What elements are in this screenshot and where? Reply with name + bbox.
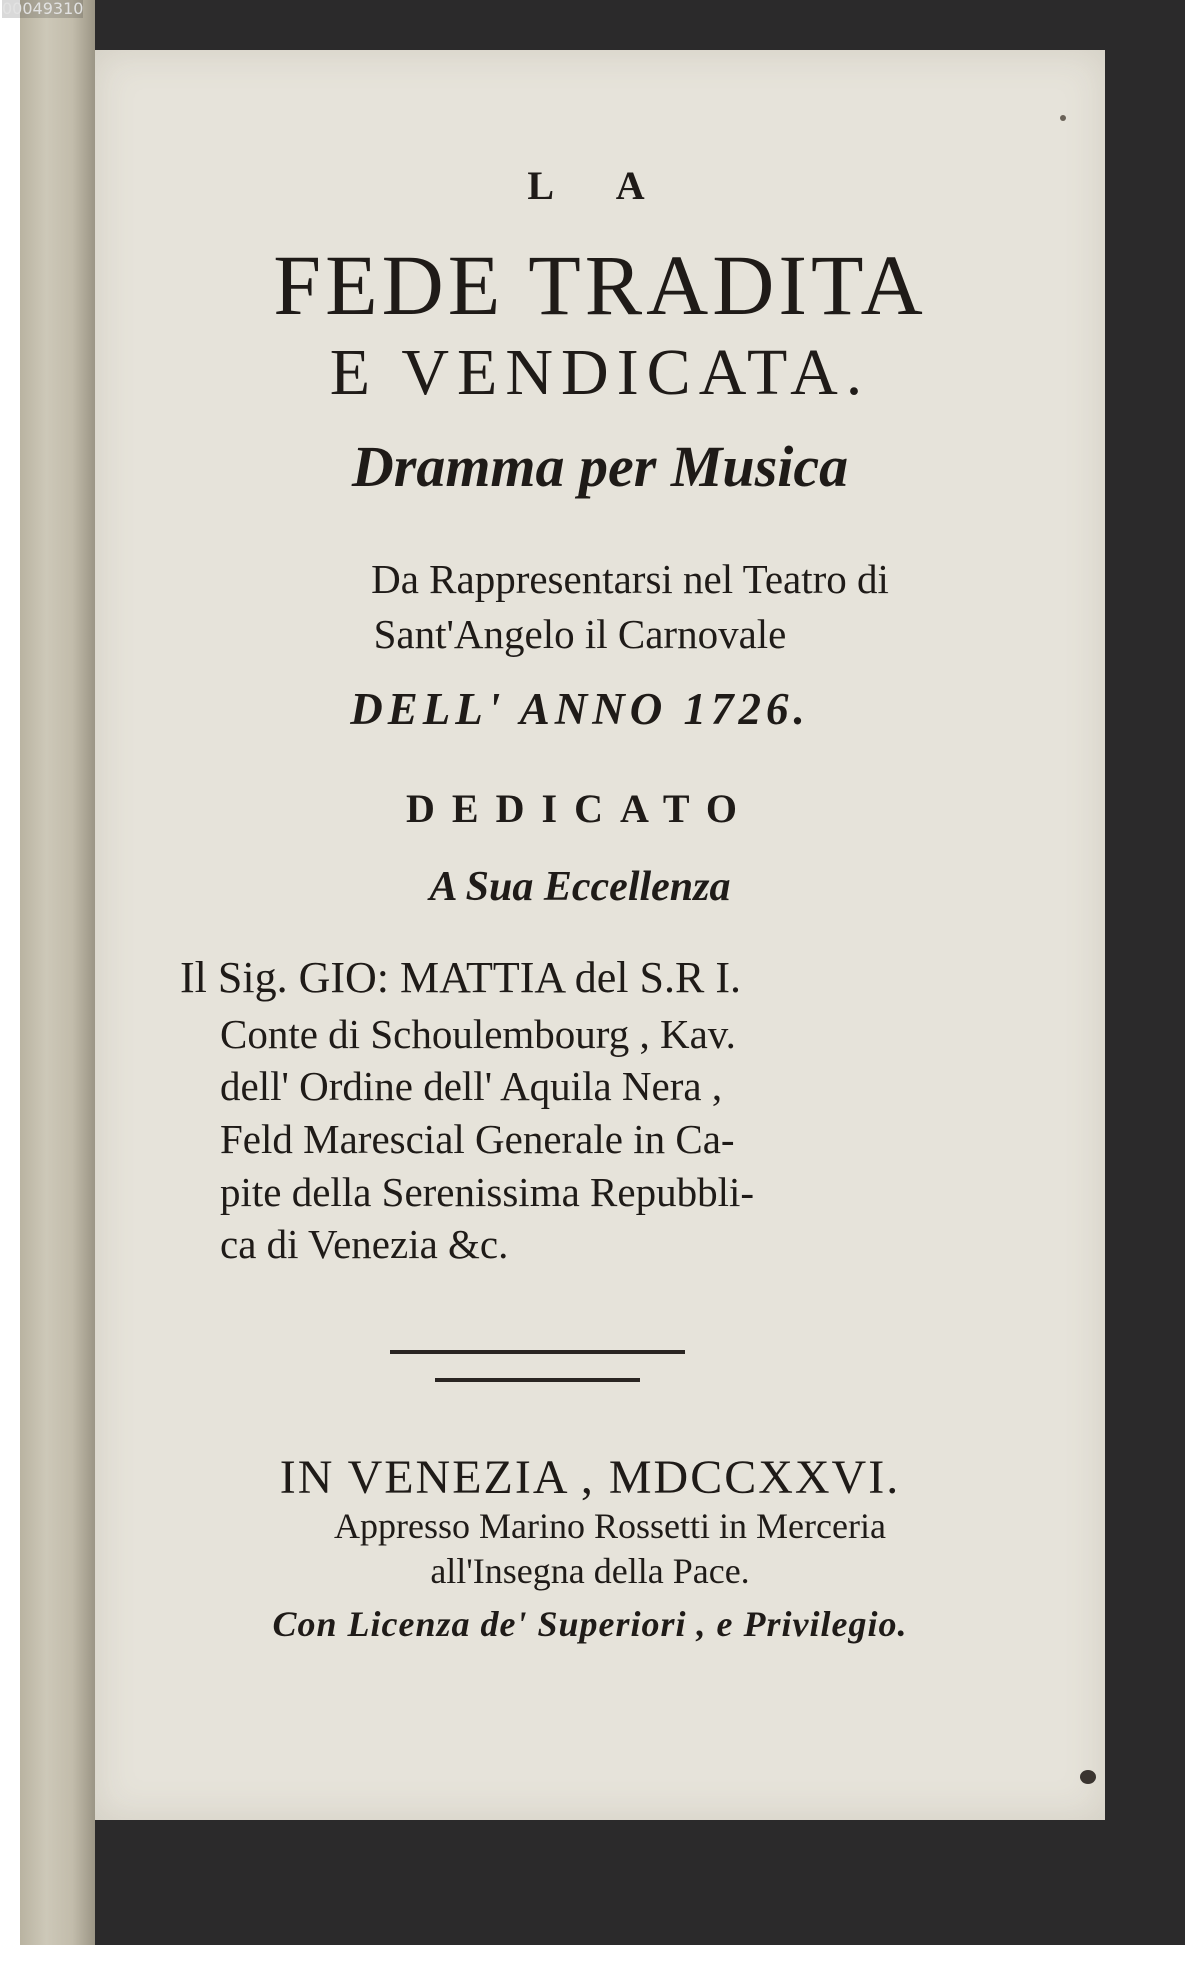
venue-line-1: Da Rappresentarsi nel Teatro di (371, 556, 889, 602)
divider-rule-thick (390, 1350, 685, 1354)
title-page (95, 50, 1105, 1820)
publisher-line-1: Appresso Marino Rossetti in Merceria (334, 1506, 886, 1546)
book-spine (20, 0, 95, 1945)
excellency-line: A Sua Eccellenza (429, 864, 731, 910)
genre-subtitle: Dramma per Musica (351, 434, 849, 499)
title-line-1: FEDE TRADITA (273, 237, 927, 333)
dedicatee-line: dell' Ordine dell' Aquila Nera , (220, 1063, 723, 1109)
dedicatee-line: Il Sig. GIO: MATTIA del S.R I. (180, 953, 741, 1002)
license-line: Con Licenza de' Superiori , e Privilegio. (272, 1604, 908, 1644)
dedicatee-line: ca di Venezia &c. (220, 1221, 509, 1267)
catalog-id-label: 00049310 (2, 0, 84, 18)
dedicatee-line: pite della Serenissima Repubbli- (220, 1169, 755, 1215)
ink-spot (1060, 115, 1066, 121)
ink-spot (1080, 1770, 1096, 1784)
title-line-2: E VENDICATA. (329, 336, 871, 409)
venue-line-2: Sant'Angelo il Carnovale (373, 611, 787, 657)
title-article: L A (527, 163, 673, 208)
imprint-line: IN VENEZIA , MDCCXXVI. (279, 1451, 901, 1504)
year-line: DELL' ANNO 1726. (350, 684, 810, 734)
dedicated-heading: DEDICATO (406, 786, 754, 831)
divider-rule-thin (435, 1378, 640, 1382)
dedicatee-line: Conte di Schoulembourg , Kav. (220, 1011, 736, 1057)
dedicatee-line: Feld Marescial Generale in Ca- (220, 1116, 735, 1162)
publisher-line-2: all'Insegna della Pace. (430, 1551, 750, 1591)
